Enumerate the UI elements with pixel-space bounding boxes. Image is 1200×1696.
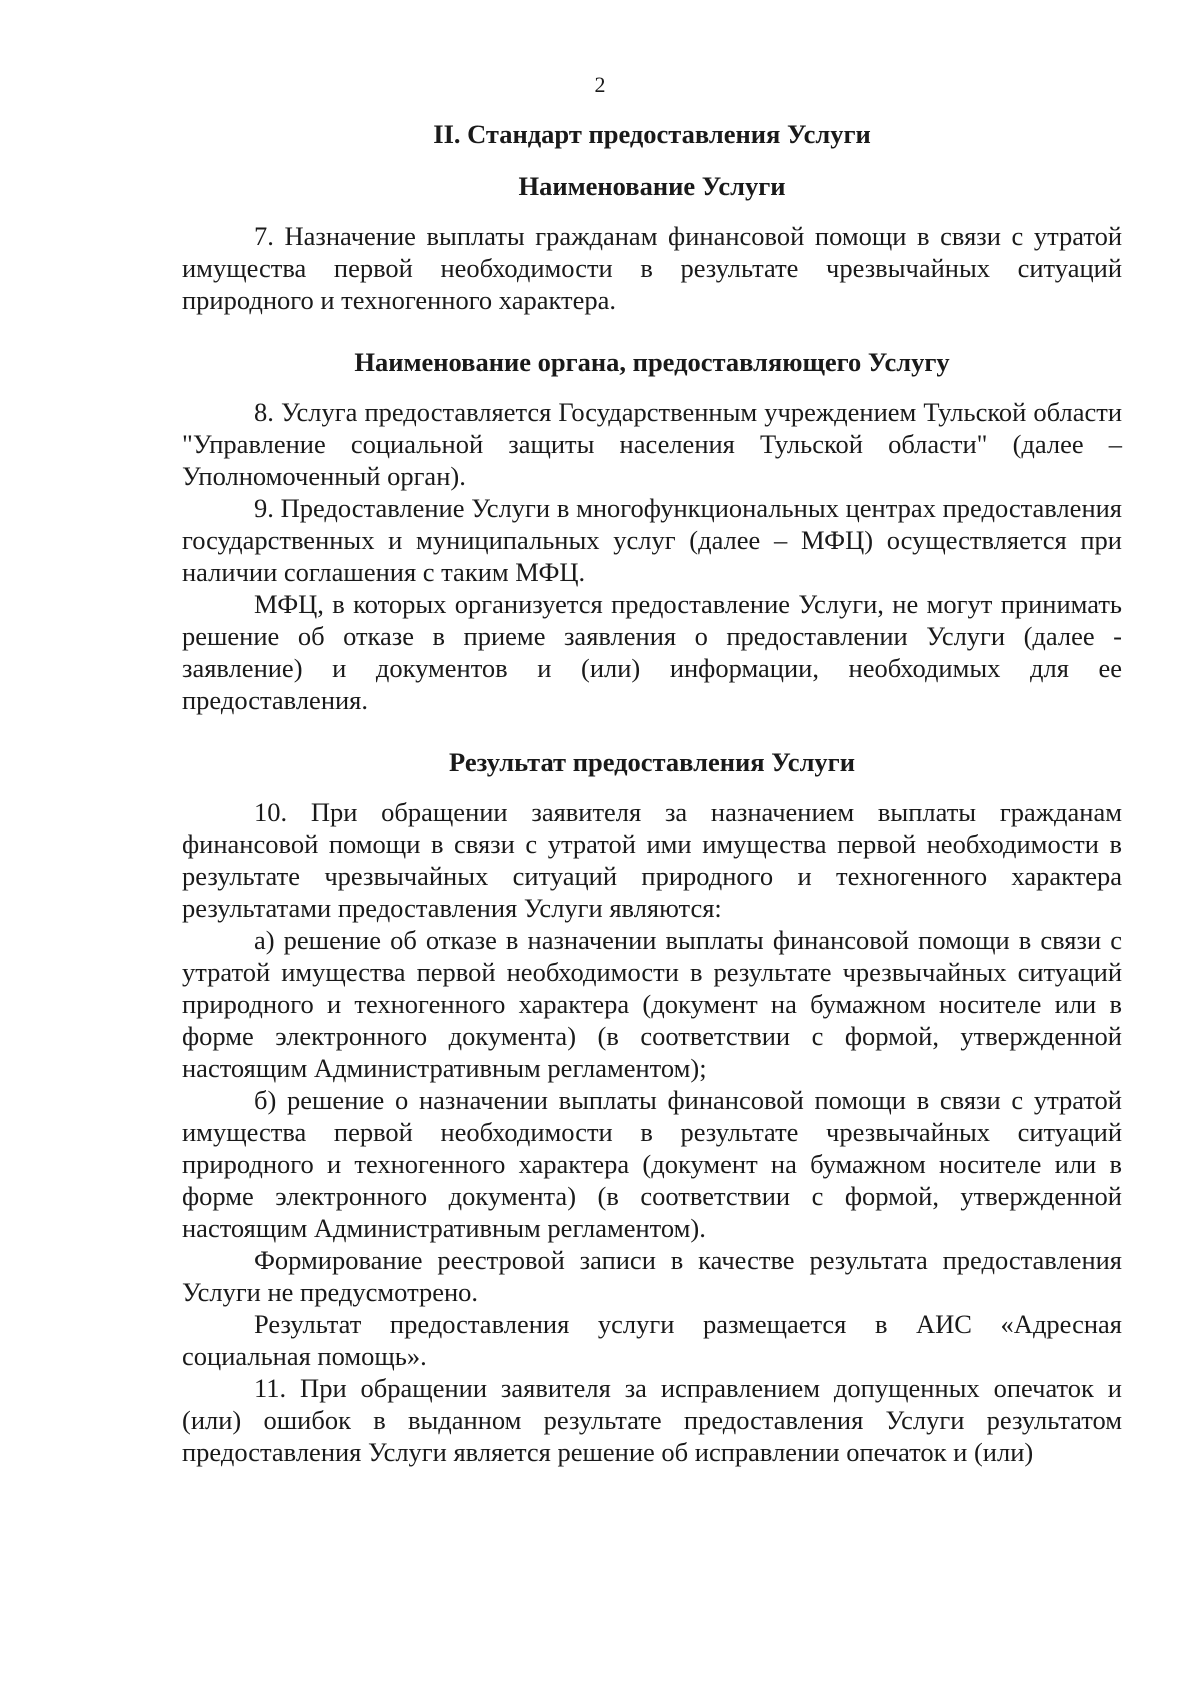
- paragraph-10b: б) решение о назначении выплаты финансовой помощи в связи с утратой имущества первой необходимости в результате чрезвычайных ситуаций природного и техногенного характера (документ на бумажном носителе или в форме электронного документа) (в соответствии с формой, утвержденной настоящим Административным регламентом).: [182, 1085, 1122, 1243]
- spacer: [182, 316, 1122, 346]
- paragraph-11: 11. При обращении заявителя за исправлением допущенных опечаток и (или) ошибок в выданном результате предоставления Услуги результатом предоставления Услуги является решение об исправлении опечаток и (или): [182, 1373, 1122, 1467]
- heading-service-name: Наименование Услуги: [518, 171, 786, 201]
- paragraph-10: 10. При обращении заявителя за назначением выплаты гражданам финансовой помощи в связи с утратой ими имущества первой необходимости в результате чрезвычайных ситуаций природного и техногенного характера результатами предоставления Услуги являются:: [182, 797, 1122, 923]
- paragraph-mfc: МФЦ, в которых организуется предоставление Услуги, не могут принимать решение об отказе в приеме заявления о предоставлении Услуги (далее - заявление) и документов и (или) информации, необходимых для ее предоставления.: [182, 589, 1122, 715]
- paragraph-10a: а) решение об отказе в назначении выплаты финансовой помощи в связи с утратой имущества первой необходимости в результате чрезвычайных ситуаций природного и техногенного характера (документ на бумажном носителе или в форме электронного документа) (в соответствии с формой, утвержденной настоящим Административным регламентом);: [182, 925, 1122, 1083]
- paragraph-registry: Формирование реестровой записи в качестве результата предоставления Услуги не предусмотрено.: [182, 1245, 1122, 1307]
- document-body: [182, 118, 1122, 1468]
- paragraph-ais: Результат предоставления услуги размещается в АИС «Адресная социальная помощь».: [182, 1309, 1122, 1371]
- heading-authority-name: Наименование органа, предоставляющего Услугу: [354, 347, 950, 377]
- spacer: [182, 716, 1122, 746]
- paragraph-9: 9. Предоставление Услуги в многофункциональных центрах предоставления государственных и муниципальных услуг (далее – МФЦ) осуществляется при наличии соглашения с таким МФЦ.: [182, 493, 1122, 587]
- heading-service-result: Результат предоставления Услуги: [449, 747, 855, 777]
- section-title: II. Стандарт предоставления Услуги: [433, 119, 871, 149]
- page-number: 2: [594, 72, 606, 97]
- paragraph-8: 8. Услуга предоставляется Государственным учреждением Тульской области "Управление социальной защиты населения Тульской области" (далее – Уполномоченный орган).: [182, 397, 1122, 491]
- paragraph-7: 7. Назначение выплаты гражданам финансовой помощи в связи с утратой имущества первой необходимости в результате чрезвычайных ситуаций природного и техногенного характера.: [182, 221, 1122, 315]
